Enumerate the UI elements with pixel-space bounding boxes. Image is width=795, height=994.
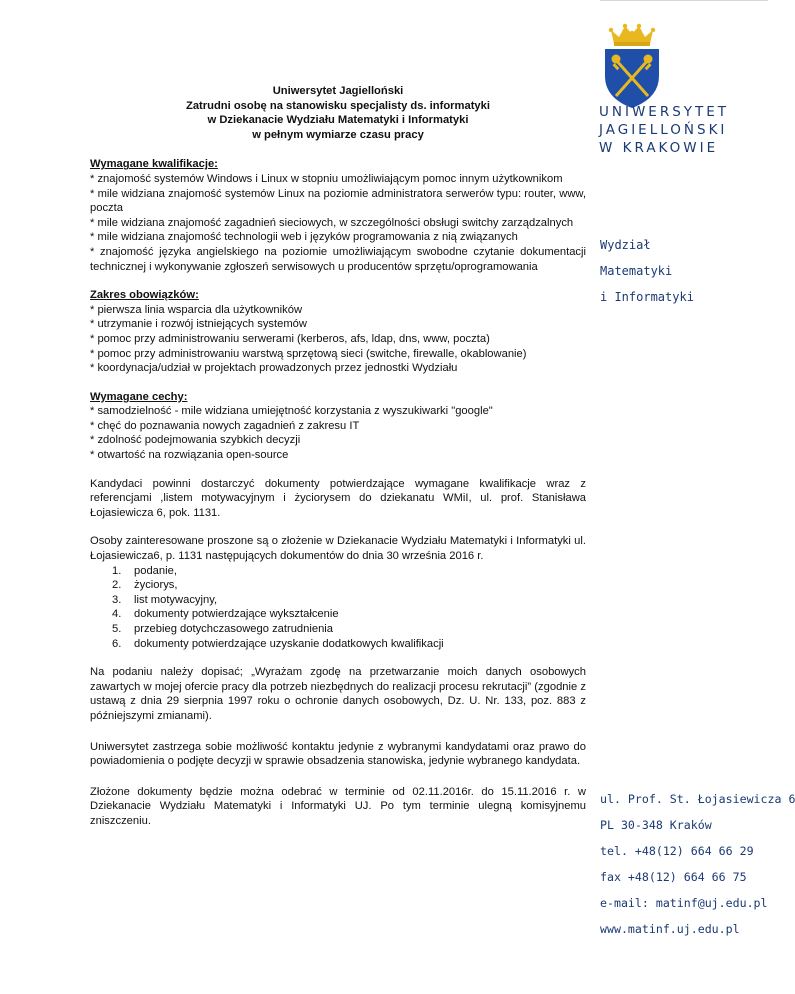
contact-phone: tel. +48(12) 664 66 29	[600, 844, 754, 858]
trait-item: * zdolność podejmowania szybkich decyzji	[90, 434, 301, 447]
announcement-heading	[90, 84, 586, 142]
required-documents-list	[90, 564, 586, 652]
university-name	[599, 103, 729, 157]
list-item: 1. podanie,	[112, 564, 177, 577]
submission-paragraph: Osoby zainteresowane proszone są o złożenie w Dziekanacie Wydziału Matematyki i Informatyki ul. Łojasiewicza6, p. 1131 następujących dokumentów do dnia 30 września 2016 r.	[90, 535, 586, 563]
reservation-paragraph: Uniwersytet zastrzega sobie możliwość kontaktu jedynie z wybranymi kandydatami oraz prawo do powiadomienia o podjęte decyzji w sprawie obsadzenia stanowiska, jedynie wybranego kandydata.	[90, 740, 586, 768]
document-return-paragraph: Złożone dokumenty będzie można odebrać w terminie od 02.11.2016r. do 15.11.2016 r. w Dziekanacie Wydziału Matematyki i Informatyki UJ. Po tym terminie ulegną komisyjnemu zniszczeniu.	[90, 785, 586, 827]
qualification-item: * mile widziana znajomość technologii web i języków programowania z nią związanych	[90, 231, 518, 244]
list-item: 3. list motywacyjny,	[112, 593, 218, 606]
list-item: 5. przebieg dotychczasowego zatrudnienia	[112, 623, 334, 635]
contact-address: ul. Prof. St. Łojasiewicza 6	[600, 792, 795, 806]
trait-item: * chęć do poznawania nowych zagadnień z zakresu IT	[90, 419, 360, 432]
faculty-name-line: Wydział	[600, 238, 651, 252]
list-item: 6. dokumenty potwierdzające uzyskanie dodatkowych kwalifikacji	[112, 637, 444, 650]
contact-website: www.matinf.uj.edu.pl	[600, 922, 740, 936]
contact-email: e-mail: matinf@uj.edu.pl	[600, 896, 768, 910]
job-announcement	[90, 84, 586, 829]
trait-item: * otwartość na rozwiązania open-source	[90, 449, 289, 462]
qualification-item: * znajomość języka angielskiego na poziomie umożliwiającym swobodne czytanie dokumentacji technicznej i wykonywanie zgłoszeń serwisowych u producentów sprzętu/oprogramowania	[90, 245, 586, 273]
list-item: 2. życiorys,	[112, 579, 178, 592]
university-name-line: W KRAKOWIE	[599, 140, 719, 156]
qualification-item: * znajomość systemów Windows i Linux w stopniu umożliwiającym pomoc innym użytkownikom	[90, 172, 563, 185]
header-rule	[600, 0, 768, 1]
faculty-name-line: i Informatyki	[600, 290, 694, 304]
duty-item: * pomoc przy administrowaniu serwerami (kerberos, afs, ldap, dns, www, poczta)	[90, 332, 490, 345]
list-item: 4. dokumenty potwierdzające wykształcenie	[112, 608, 339, 621]
faculty-name	[600, 232, 694, 310]
duties-section	[90, 288, 586, 376]
heading-worktime: w pełnym wymiarze czasu pracy	[252, 128, 424, 141]
trait-item: * samodzielność - mile widziana umiejętność korzystania z wyszukiwarki "google"	[90, 405, 493, 418]
qualification-item: * mile widziana znajomość zagadnień sieciowych, w szczególności obsługi switchy zarządzalnych	[90, 216, 574, 229]
contact-block	[600, 786, 795, 942]
traits-title: Wymagane cechy:	[90, 390, 188, 403]
duties-title: Zakres obowiązków:	[90, 289, 199, 302]
faculty-name-line: Matematyki	[600, 264, 673, 278]
contact-fax: fax +48(12) 664 66 75	[600, 870, 747, 884]
university-name-line: JAGIELLOŃSKI	[599, 122, 728, 138]
qualification-item: * mile widziana znajomość systemów Linux na poziomie administratora serwerów typu: router, www, poczta	[90, 187, 586, 215]
candidates-paragraph: Kandydaci powinni dostarczyć dokumenty potwierdzające wymagane kwalifikacje wraz z referencjami ,listem motywacyjnym i życiorysem do dziekanatu WMiI, ul. prof. Stanisława Łojasiewicza 6, pok. 1131.	[90, 477, 586, 519]
contact-postal: PL 30-348 Kraków	[600, 818, 712, 832]
qualifications-section	[90, 157, 586, 274]
heading-university: Uniwersytet Jagielloński	[272, 85, 404, 97]
heading-position: Zatrudni osobę na stanowisku specjalisty ds. informatyki	[185, 99, 490, 112]
duty-item: * pomoc przy administrowaniu warstwą sprzętową sieci (switche, firewalle, okablowanie)	[90, 347, 527, 360]
duty-item: * utrzymanie i rozwój istniejących systemów	[90, 318, 307, 331]
heading-department: w Dziekanacie Wydziału Matematyki i Informatyki	[207, 114, 469, 127]
duty-item: * pierwsza linia wsparcia dla użytkowników	[90, 303, 303, 316]
university-crest-icon	[597, 22, 667, 110]
duty-item: * koordynacja/udział w projektach prowadzonych przez jednostki Wydziału	[90, 362, 458, 375]
traits-section	[90, 390, 586, 463]
qualifications-title: Wymagane kwalifikacje:	[90, 158, 218, 171]
consent-paragraph: Na podaniu należy dopisać; „Wyrażam zgodę na przetwarzanie moich danych osobowych zawartych w mojej ofercie pracy dla potrzeb niezbędnych do realizacji procesu rekrutacji” (zgodnie z ustawą z dnia 29 sierpnia 1997 roku o ochronie danych osobowych, Dz. U. Nr. 133, poz. 883 z późniejszymi zmianami).	[90, 666, 586, 722]
university-name-line: UNIWERSYTET	[599, 104, 730, 120]
